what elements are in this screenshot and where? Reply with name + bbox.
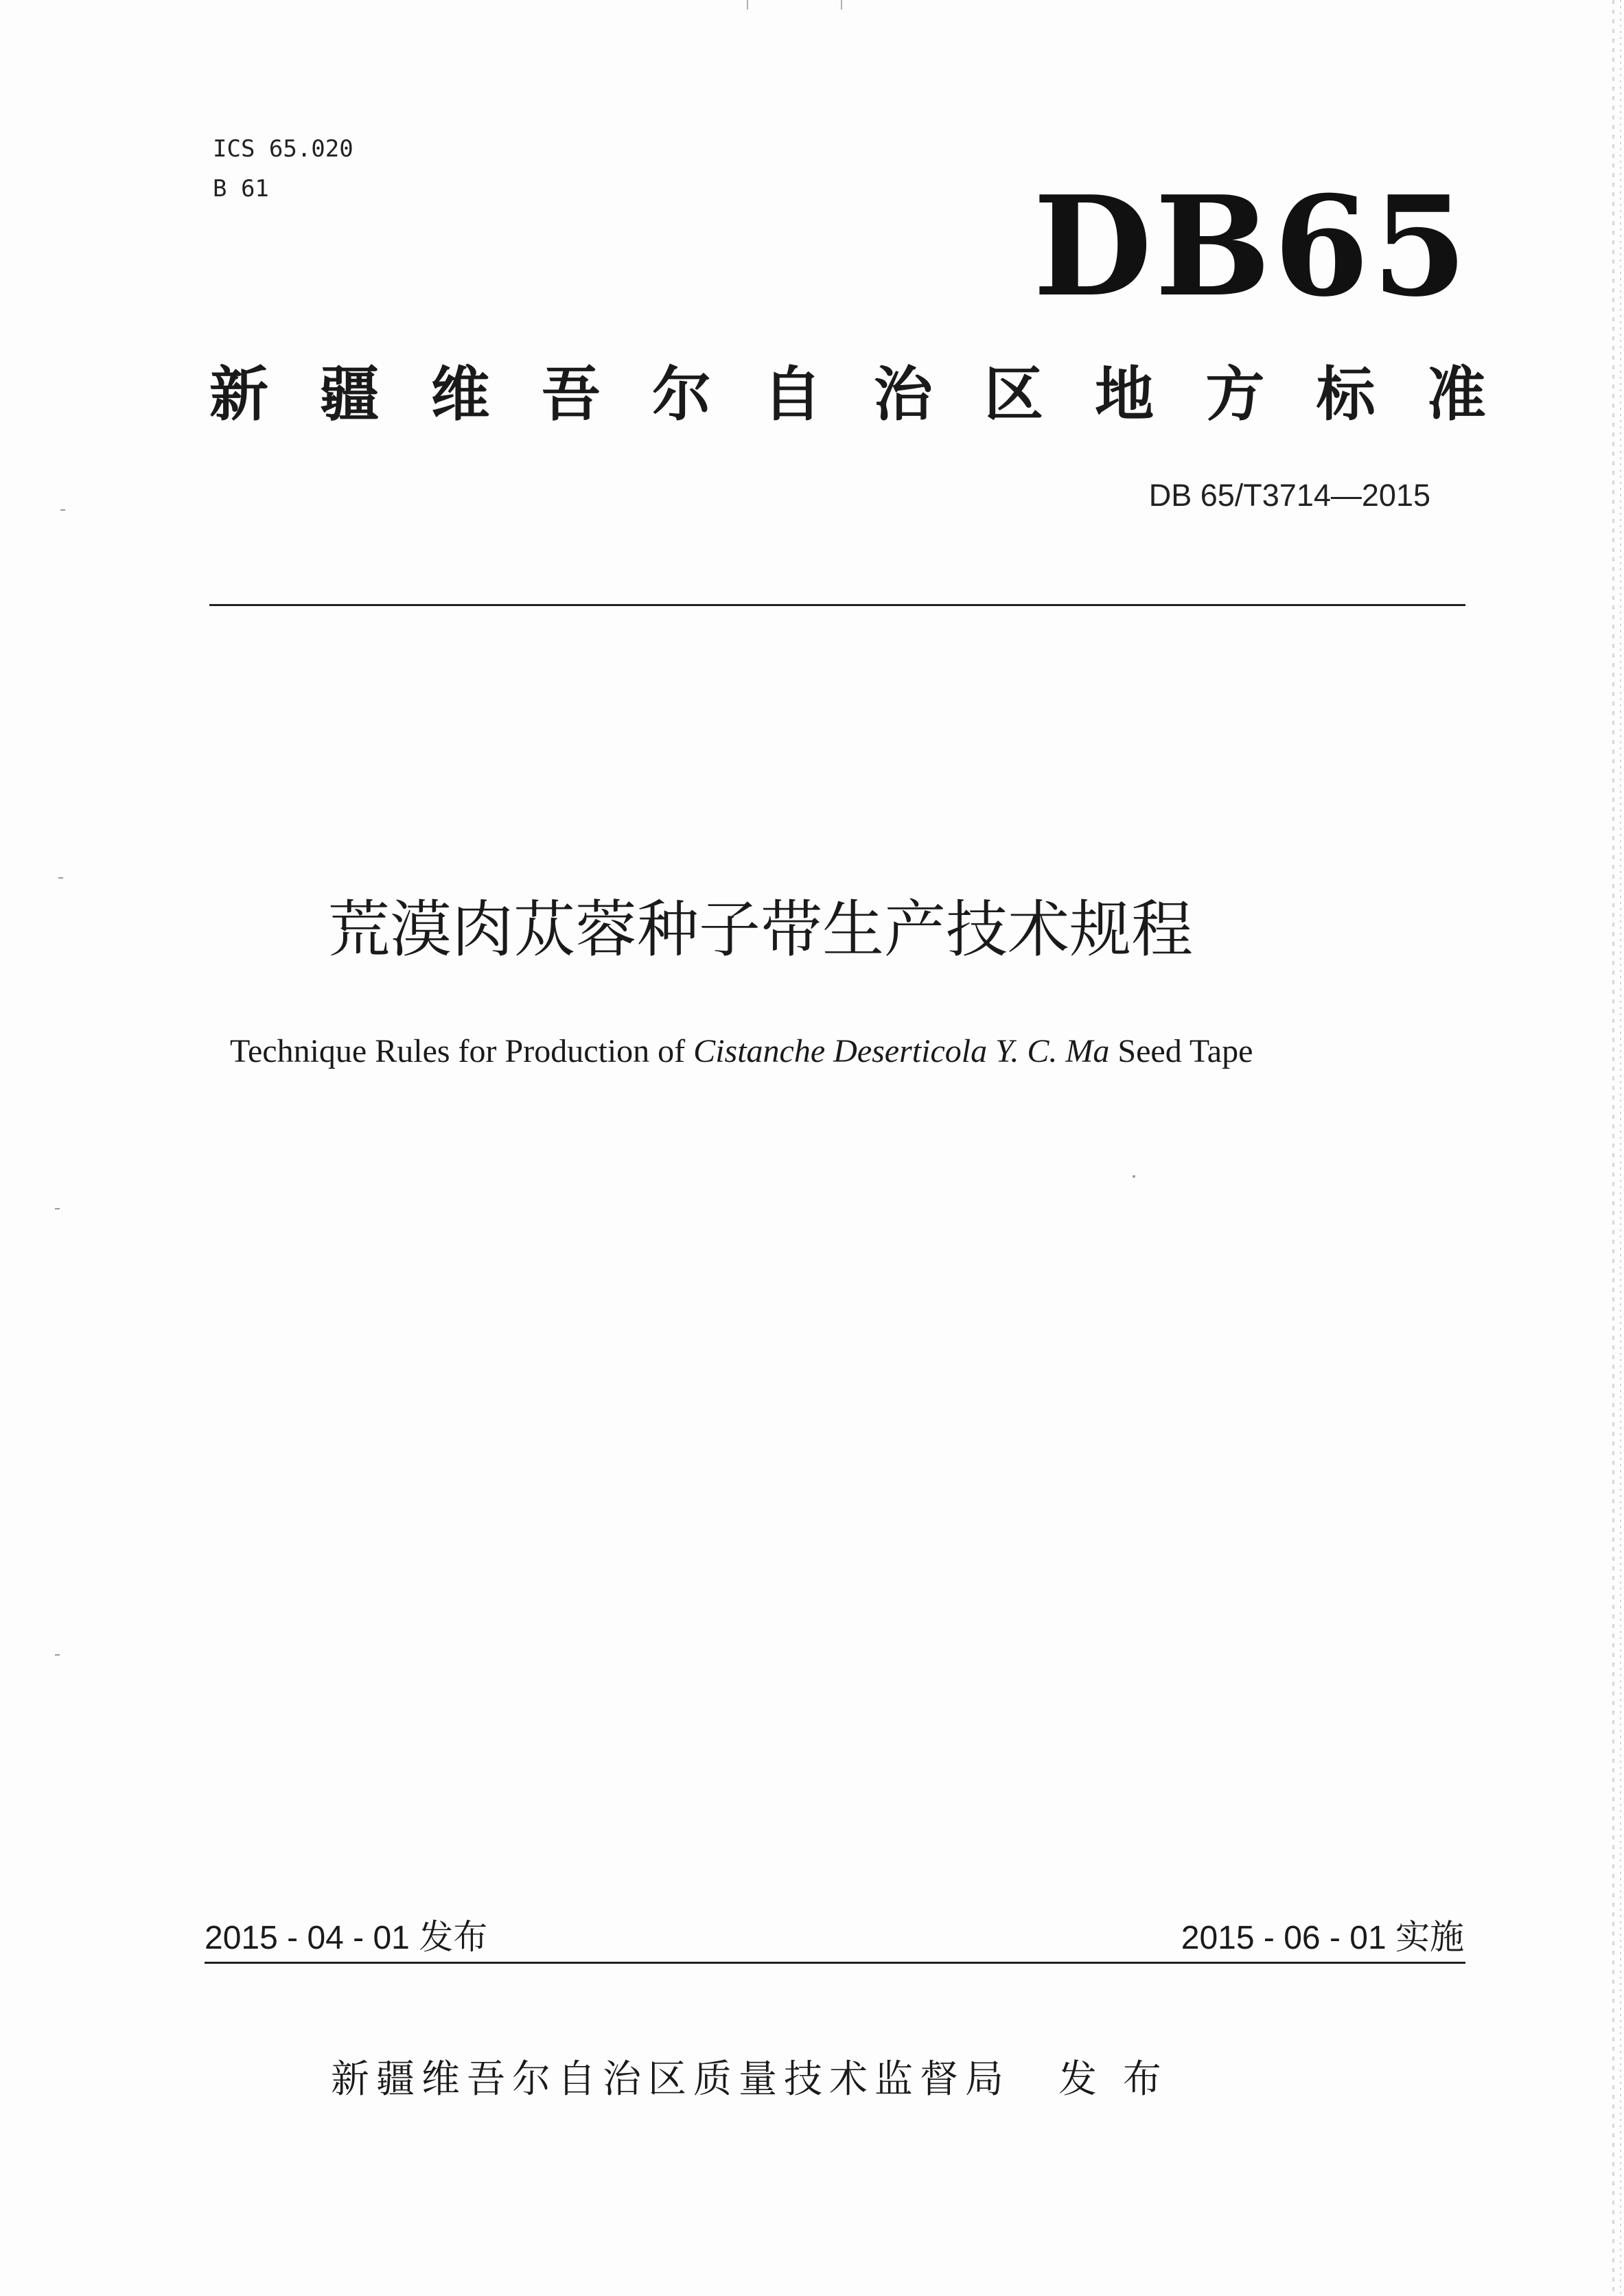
scan-mark bbox=[747, 0, 748, 10]
title-english bbox=[230, 1030, 1465, 1074]
scan-edge bbox=[1612, 0, 1614, 2296]
standard-type-char: 方 bbox=[1205, 360, 1265, 429]
db65-logo: DB65 bbox=[1033, 166, 1470, 327]
implement-date-block bbox=[1181, 1915, 1464, 1960]
footer-divider bbox=[205, 1962, 1465, 1964]
standard-type-char: 标 bbox=[1316, 360, 1376, 429]
classification-codes bbox=[213, 129, 353, 209]
standard-type-char: 维 bbox=[430, 360, 490, 429]
scan-speck bbox=[55, 1654, 60, 1656]
scan-speck bbox=[60, 509, 65, 511]
standard-number: DB 65/T3714—2015 bbox=[1148, 478, 1430, 513]
standard-type-char: 治 bbox=[873, 360, 933, 429]
issue-label: 发布 bbox=[419, 1917, 488, 1957]
scan-speck bbox=[1133, 1175, 1135, 1178]
publisher-line bbox=[331, 2052, 1168, 2107]
standard-type-char: 自 bbox=[763, 360, 822, 429]
date-row bbox=[205, 1915, 1464, 1960]
ccs-code: B 61 bbox=[213, 175, 269, 202]
publisher-name: 新疆维吾尔自治区质量技术监督局 bbox=[331, 2057, 1010, 2102]
standard-type-char: 新 bbox=[209, 360, 268, 429]
header-divider bbox=[209, 604, 1465, 606]
standard-type-char: 区 bbox=[984, 360, 1043, 429]
scan-speck bbox=[58, 877, 63, 879]
title-english-species: Cistanche Deserticola Y. C. Ma bbox=[693, 1033, 1110, 1069]
standard-type-char: 尔 bbox=[652, 360, 712, 429]
issue-date: 2015 - 04 - 01 bbox=[205, 1920, 410, 1956]
standard-type-char: 疆 bbox=[320, 360, 380, 429]
standard-type-char: 地 bbox=[1095, 360, 1155, 429]
scan-speck bbox=[55, 1208, 60, 1209]
standard-type-heading bbox=[209, 357, 1486, 432]
implement-label: 实施 bbox=[1395, 1917, 1464, 1957]
publisher-action: 发 布 bbox=[1058, 2057, 1168, 2102]
title-english-prefix: Technique Rules for Production of bbox=[230, 1033, 694, 1069]
standard-type-char: 准 bbox=[1426, 360, 1486, 429]
scan-mark bbox=[841, 0, 842, 10]
issue-date-block bbox=[205, 1915, 487, 1960]
standard-type-char: 吾 bbox=[541, 360, 601, 429]
title-chinese: 荒漠肉苁蓉种子带生产技术规程 bbox=[328, 894, 1193, 966]
scan-edge bbox=[1620, 0, 1621, 2296]
implement-date: 2015 - 06 - 01 bbox=[1181, 1920, 1387, 1956]
ics-code: ICS 65.020 bbox=[213, 135, 353, 163]
title-english-suffix: Seed Tape bbox=[1109, 1033, 1253, 1069]
